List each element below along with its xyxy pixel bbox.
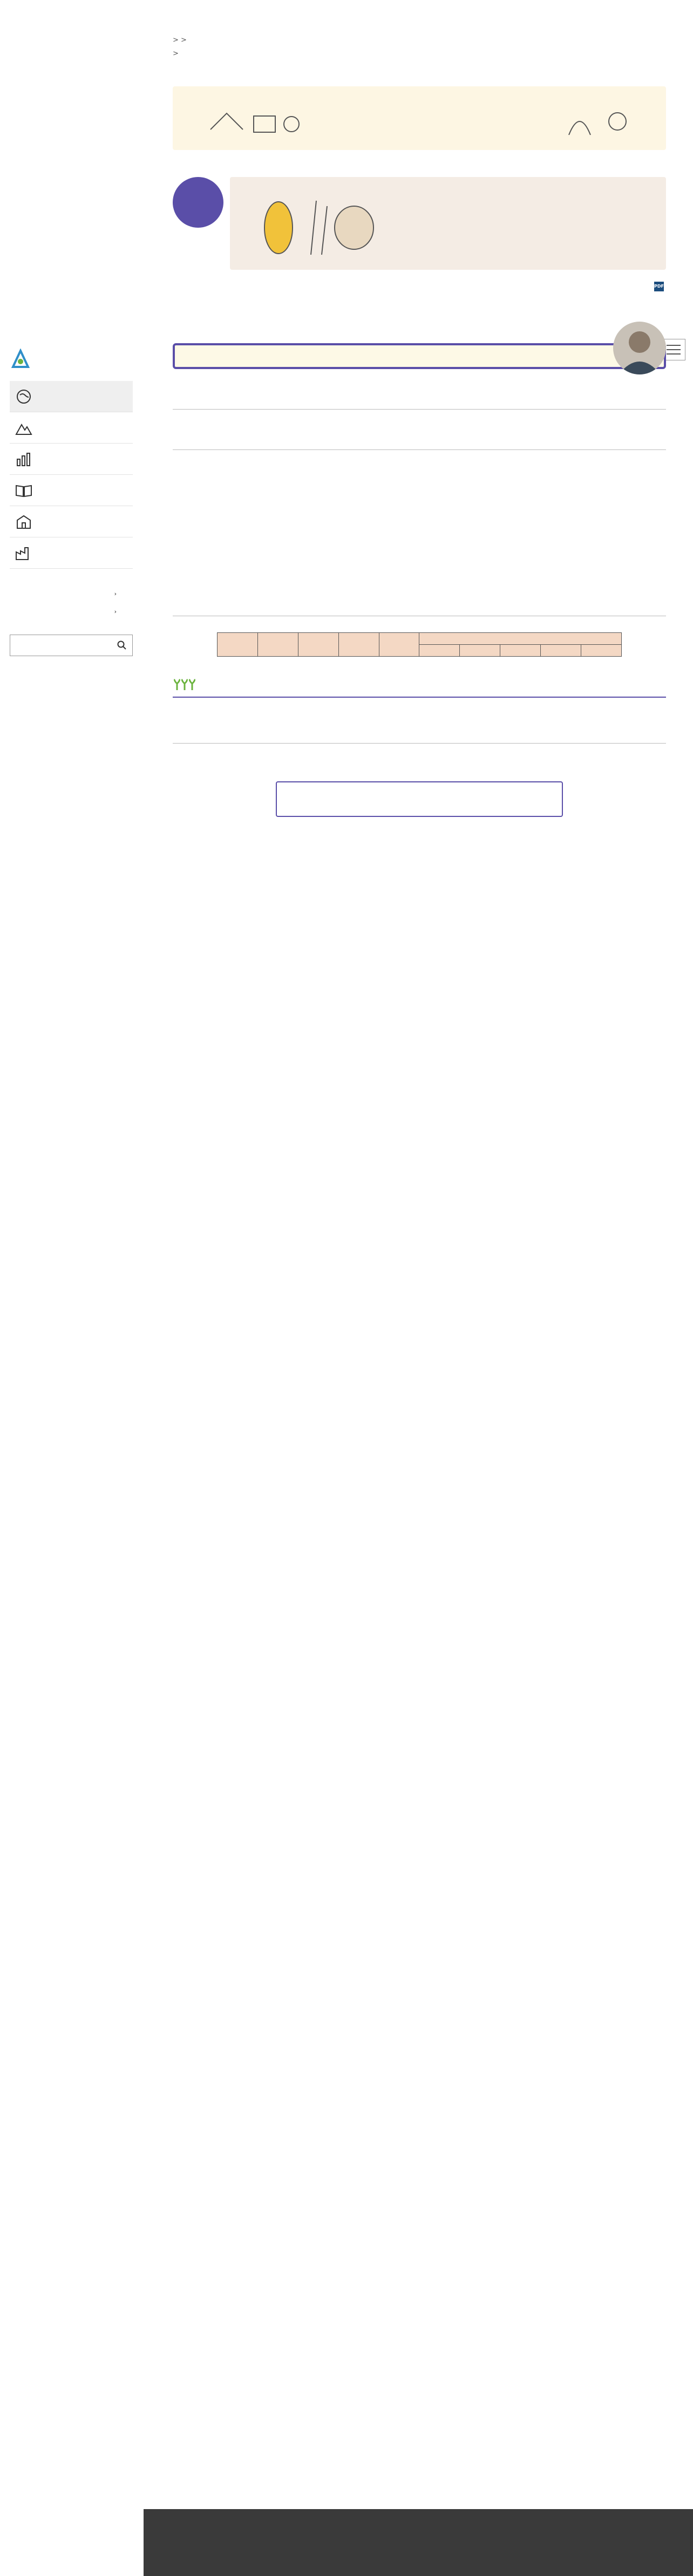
table-header	[218, 633, 258, 657]
table-header	[379, 633, 419, 657]
breadcrumb: > > >	[173, 36, 187, 58]
pdf-icon: PDF	[654, 282, 664, 291]
sidebar-item-municipalities[interactable]	[10, 506, 133, 537]
sidebar-item-lets-adapt[interactable]	[10, 412, 133, 444]
sidebar-item-cases-data[interactable]	[10, 444, 133, 475]
table-header	[257, 633, 298, 657]
question-block	[173, 177, 666, 270]
plant-illustration-icon	[558, 103, 644, 140]
crops-illustration-icon	[246, 190, 386, 260]
table-header	[338, 633, 379, 657]
search-input[interactable]	[10, 635, 107, 655]
mountain-icon	[13, 419, 35, 437]
page-navigation	[173, 728, 666, 744]
sidebar	[10, 345, 133, 656]
adaptation-table	[217, 632, 622, 657]
table-header	[298, 633, 338, 657]
answer-header	[173, 318, 666, 327]
sidebar-link-about-aplat[interactable]	[10, 585, 118, 603]
question-box	[230, 177, 666, 270]
answer-label	[205, 318, 264, 327]
site-search-label	[10, 621, 118, 631]
table-header	[419, 633, 622, 645]
more-info-title	[173, 678, 666, 698]
hero-banner	[173, 86, 666, 150]
chevron-right-icon: ›	[114, 608, 117, 615]
earth-icon	[13, 388, 35, 405]
chart-icon	[13, 451, 35, 468]
table-subheader	[419, 645, 460, 657]
main-content	[173, 0, 666, 817]
question-badge	[173, 177, 223, 228]
table-subheader	[460, 645, 500, 657]
book-icon	[13, 482, 35, 499]
section-1-title	[173, 401, 666, 410]
sidebar-item-businesses[interactable]	[10, 537, 133, 569]
site-logo[interactable]	[10, 345, 133, 373]
footer	[144, 2509, 693, 2576]
aplat-logo-icon	[10, 349, 31, 370]
sidebar-item-about-adaptation[interactable]	[10, 381, 133, 412]
yield-change-figure	[230, 466, 608, 574]
pdf-download-link[interactable]	[173, 282, 666, 291]
author-avatar	[613, 322, 666, 374]
answer-summary	[173, 343, 666, 369]
table-subheader	[581, 645, 622, 657]
section-3-title	[173, 608, 666, 616]
figure-1	[230, 466, 608, 576]
table-subheader	[500, 645, 541, 657]
site-search-box	[10, 635, 133, 656]
sidebar-item-learning-tools[interactable]	[10, 475, 133, 506]
back-to-index-button[interactable]	[276, 781, 563, 817]
section-2-title	[173, 442, 666, 450]
answer-letter	[173, 318, 205, 327]
building-icon	[13, 513, 35, 530]
search-icon[interactable]	[117, 640, 127, 650]
book-illustration-icon	[205, 103, 313, 140]
chevron-right-icon: ›	[114, 590, 117, 597]
sprout-icon	[173, 678, 196, 691]
factory-icon	[13, 544, 35, 562]
table-subheader	[541, 645, 581, 657]
sidebar-link-ccca-archive[interactable]	[10, 603, 118, 621]
